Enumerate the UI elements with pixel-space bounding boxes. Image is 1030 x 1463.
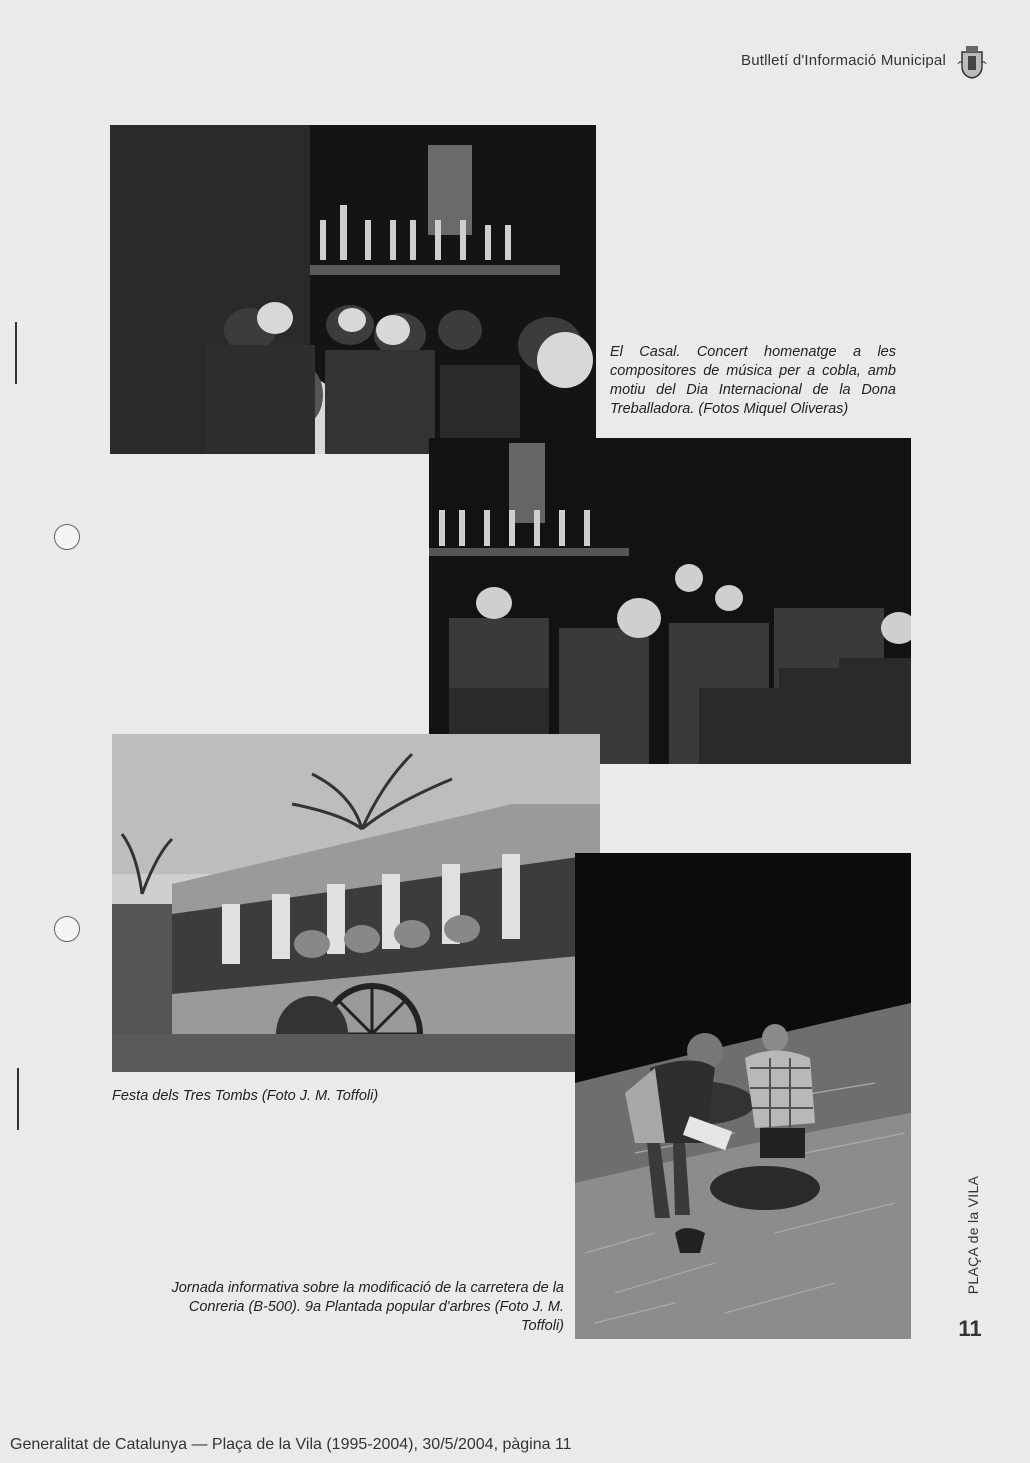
staple-mark xyxy=(17,1068,19,1130)
page-number: 11 xyxy=(958,1316,982,1341)
staple-mark xyxy=(15,322,17,384)
tres-tombs-photo xyxy=(112,734,600,1072)
town-crest-icon xyxy=(956,44,988,80)
archive-footer: Generalitat de Catalunya — Plaça de la Vila (1995-2004), 30/5/2004, pàgina 11 xyxy=(10,1436,572,1453)
publication-title: Butlletí d'Informació Municipal xyxy=(741,52,946,69)
binder-hole xyxy=(54,524,80,550)
concert-caption: El Casal. Concert homenatge a les compositores de música per a cobla, amb motiu del Dia Internacional de la Dona Treballadora. (Fotos Miquel Oliveras) xyxy=(610,344,896,417)
concert-photo-1 xyxy=(110,125,596,454)
jornada-caption: Jornada informativa sobre la modificació de la carretera de la Conreria (B-500). 9a Plantada popular d'arbres (Foto J. M. Toffoli) xyxy=(171,1280,564,1334)
section-label-text: PLAÇA de la VILA xyxy=(965,1175,981,1295)
section-side-label xyxy=(958,1170,988,1300)
concert-photo-2 xyxy=(429,438,911,764)
binder-hole xyxy=(54,916,80,942)
tres-tombs-caption: Festa dels Tres Tombs (Foto J. M. Toffoli) xyxy=(112,1088,379,1104)
tree-planting-photo xyxy=(575,853,911,1339)
